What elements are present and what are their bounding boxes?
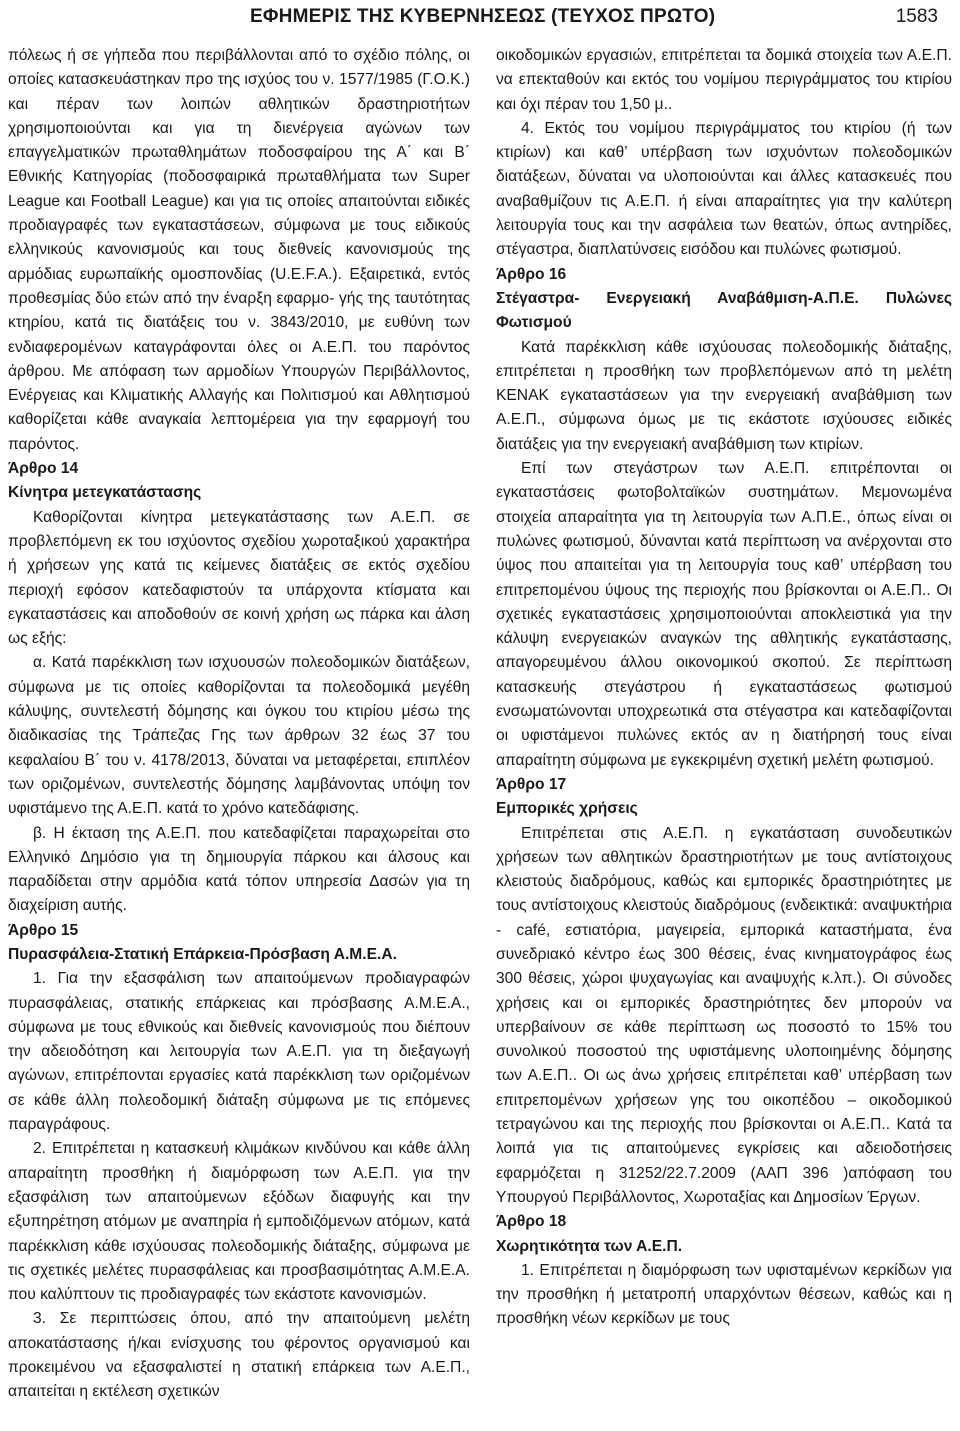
paragraph: οικοδομικών εργασιών, επιτρέπεται τα δομικά στοιχεία των Α.Ε.Π. να επεκταθούν και εκτός του νομίμου περιγράμματος του κτιρίου και όχι πέραν του 1,50 μ.. bbox=[496, 47, 952, 113]
article-17-number: Άρθρο 17 bbox=[496, 775, 567, 793]
paragraph: α. Κατά παρέκκλιση των ισχυουσών πολεοδομικών διατάξεων, σύμφωνα με τις οποίες καθορίζονται τα πολεοδομικά μεγέθη κάλυψης, συντελεστή δόμησης και όγκου του κτιρίου μέσω της διαδικασίας της Τράπεζας Γης των άρθρων 32 έως 37 του κεφαλαίου Β΄ του ν. 4178/2013, δύναται να μεταφέρεται, επιπλέον των οριζομένων, συντελεστής δόμησης λαμβάνοντας υπόψη τον υφιστάμενο της Α.Ε.Π. κατά το χρόνο κατεδάφισης. bbox=[8, 654, 470, 818]
article-18-title: Χωρητικότητα των Α.Ε.Π. bbox=[496, 1237, 683, 1255]
paragraph: Επιτρέπεται στις Α.Ε.Π. η εγκατάσταση συνοδευτικών χρήσεων των αθλητικών δραστηριοτήτων με τους αντίστοιχους κλειστούς διαδρόμους, καθώς και εμπορικές δραστηριότητες με τους αντίστοιχους κλειστούς διαδρόμους (ενδεικτικά: αναψυκτήρια - café, εστιατόρια, μαγειρεία, εμπορικά καταστήματα, ένα συνεδριακό κέντρο έως 300 θέσεις, ένας κινηματογράφος έως 300 θέσεις, χώροι ψυχαγωγίας και αναψυχής κ.λπ.). Οι σύνοδες χρήσεις και οι εμπορικές δραστηριότητες δεν μπορούν να υπερβαίνουν σε κάθε περίπτωση ως ποσοστό το 15% του συνολικού ποσοστού της υφιστάμενης υλοποιημένης δόμησης των Α.Ε.Π.. Οι ως άνω χρήσεις επιτρέπεται καθ’ υπέρβαση των επιτρεπομένων χρήσεων γης του οικοπέδου – οικοδομικού τετραγώνου και της περιοχής που βρίσκονται οι Α.Ε.Π.. Κατά τα λοιπά για τις απαιτούμενες εγκρίσεις και αδειοδοτήσεις εφαρμόζεται η 31252/22.7.2009 (ΑΑΠ 396 )απόφαση του Υπουργού Περιβάλλοντος, Χωροταξίας και Δημοσίων Έργων. bbox=[496, 824, 952, 1206]
left-column bbox=[8, 44, 470, 1405]
page-number: 1583 bbox=[895, 6, 938, 27]
paragraph: β. Η έκταση της Α.Ε.Π. που κατεδαφίζεται παραχωρείται στο Ελληνικό Δημόσιο για τη δημιουργία πάρκου και άλσους και παραδίδεται στην αρμόδια κατά τόπον υπηρεσία Δασών για τη διαχείριση αυτής. bbox=[8, 824, 470, 915]
article-18-number: Άρθρο 18 bbox=[496, 1213, 567, 1231]
paragraph: 1. Επιτρέπεται η διαμόρφωση των υφισταμένων κερκίδων για την προσθήκη ή μετατροπή υπαρχόντων θέσεων, καθώς και η προσθήκη νέων κερκίδων με τους bbox=[496, 1261, 952, 1328]
page-header bbox=[0, 0, 960, 34]
paragraph: 3. Σε περιπτώσεις όπου, από την απαιτούμενη μελέτη αποκατάστασης ή/και ενίσχυσης του φέροντος οργανισμού και προκειμένου να εξασφαλιστεί η στατική επάρκεια των Α.Ε.Π., απαιτείται η εκτέλεση σχετικών bbox=[8, 1310, 470, 1401]
paragraph: πόλεως ή σε γήπεδα που περιβάλλονται από το σχέδιο πόλης, οι οποίες κατασκευάστηκαν προ της ισχύος του ν. 1577/1985 (Γ.Ο.Κ.) και πέραν των λοιπών αθλητικών δραστηριοτήτων χρησιμοποιούνται και για τη διενέργεια αγώνων των επαγγελματικών πρωταθλημάτων ποδοσφαίρου της Α΄ και Β΄ Εθνικής Κατηγορίας (ποδοσφαιρικά πρωταθλήματα των Super League και Football League) και για τις οποίες απαιτούνται ειδικές προδιαγραφές των εγκαταστάσεων, σύμφωνα με τους ειδικούς ελληνικούς κανονισμούς και τους διεθνείς κανονισμούς της αρμόδιας ευρωπαϊκής ομοσπονδίας (U.E.F.A.). Εξαιρετικά, εντός προθεσμίας δύο ετών από την έναρξη εφαρμο- γής της ταυτότητας κτηρίου, κατά τις διατάξεις του ν. 3843/2010, με ευθύνη των ενδιαφερομένων καταγράφονται όλες οι Α.Ε.Π. του παρόντος άρθρου. Με απόφαση των αρμοδίων Υπουργών Περιβάλλοντος, Ενέργειας και Κλιματικής Αλλαγής και Πολιτισμού και Αθλητισμού καθορίζεται κάθε αναγκαία λεπτομέρεια για την εφαρμογή του παρόντος. bbox=[8, 47, 470, 453]
article-16-title: Στέγαστρα- Ενεργειακή Αναβάθμιση-Α.Π.Ε. Πυλώνες Φωτισμού bbox=[496, 289, 952, 332]
paragraph: 2. Επιτρέπεται η κατασκευή κλιμάκων κινδύνου και κάθε άλλη απαραίτητη προσθήκη ή διαμόρφωση των Α.Ε.Π. για την εξασφάλιση των απαιτούμενων εξόδων διαφυγής και την εξυπηρέτηση ατόμων με αναπηρία ή εμποδιζόμενων ατόμων, κατά παρέκκλιση κάθε ισχύουσας πολεοδομικής διάταξης, σύμφωνα με τις σχετικές μελέτες πυρασφάλειας και προσβασιμότητας Α.Μ.Ε.Α. που καλύπτουν τις προδιαγραφές των εκάστοτε κανονισμών. bbox=[8, 1140, 470, 1304]
article-14-title: Κίνητρα μετεγκατάστασης bbox=[8, 484, 202, 502]
paragraph: 4. Εκτός του νομίμου περιγράμματος του κτιρίου (ή των κτιρίων) και καθ’ υπέρβαση των ισχυόντων πολεοδομικών διατάξεων, δύναται να υλοποιούνται και άλλες κατασκευές που αναβαθμίζουν τις Α.Ε.Π. ή είναι απαραίτητες για την καλύτερη λειτουργία τους και την ασφάλεια των θεατών, όπως αντηρίδες, στέγαστρα, διαπλατύνσεις εισόδου και πυλώνες φωτισμού. bbox=[496, 119, 952, 259]
article-15-number: Άρθρο 15 bbox=[8, 921, 79, 939]
paragraph: Επί των στεγάστρων των Α.Ε.Π. επιτρέπονται οι εγκαταστάσεις φωτοβολταϊκών συστημάτων. Μεμονωμένα στοιχεία απαραίτητα για τη λειτουργία των Α.Π.Ε., όπως είναι οι πυλώνες φωτισμού, δύνανται κατά περίπτωση να ανέρχονται στο ύψος που απαιτείται για τη λειτουργία τους καθ’ υπέρβαση του επιτρεπομένου ύψους της περιοχής που βρίσκονται οι Α.Ε.Π.. Οι σχετικές εγκαταστάσεις χρησιμοποιούνται αποκλειστικά για την κάλυψη ενεργειακών αναγκών της αθλητικής εγκατάστασης, απαγορευμένου άλλου οικονομικού σκοπού. Σε περίπτωση κατασκευής στεγάστρου ή εγκαταστάσεως φωτισμού ενσωματώνονται υποχρεωτικά στα στέγαστρα και κατεδαφίζονται οι υφιστάμενοι πυλώνες εκτός αν η διατήρησή τους είναι απαραίτητη σύμφωνα με εγκεκριμένη σχετική μελέτη φωτισμού. bbox=[496, 460, 952, 769]
article-17-title: Εμπορικές χρήσεις bbox=[496, 800, 638, 818]
article-14-number: Άρθρο 14 bbox=[8, 460, 79, 478]
article-15-title: Πυρασφάλεια-Στατική Επάρκεια-Πρόσβαση Α.Μ.Ε.Α. bbox=[8, 945, 397, 963]
paragraph: Καθορίζονται κίνητρα μετεγκατάστασης των Α.Ε.Π. σε προβλεπόμενη εκ του ισχύοντος σχεδίου χωροταξικού χαρακτήρα ή χρήσεων γης κατά τις κείμενες διατάξεις σε εκτός σχεδίου περιοχή εφόσον κατεδαφιστούν τα υπάρχοντα κτίσματα και εγκαταστάσεις και αποδοθούν σε κοινή χρήση ως πάρκα και άλση ως εξής: bbox=[8, 508, 470, 648]
paragraph: 1. Για την εξασφάλιση των απαιτούμενων προδιαγραφών πυρασφάλειας, στατικής επάρκειας και πρόσβασης Α.Μ.Ε.Α., σύμφωνα με τους εθνικούς και διεθνείς κανονισμούς που διέπουν την αδειοδότηση και λειτουργία των Α.Ε.Π. για τη διεξαγωγή αγώνων, επιτρέπονται εργασίες κατά παρέκκλιση των οριζομένων σε κάθε άλλη πολεοδομική διάταξη σύμφωνα με τις επόμενες παραγράφους. bbox=[8, 970, 470, 1134]
paragraph: Κατά παρέκκλιση κάθε ισχύουσας πολεοδομικής διάταξης, επιτρέπεται η προσθήκη των προβλεπόμενων από τη μελέτη ΚΕΝΑΚ εγκαταστάσεων για την ενεργειακή αναβάθμιση των Α.Ε.Π., σύμφωνα όμως με τις εκάστοτε ισχύουσες ειδικές διατάξεις για την ενεργειακή αναβάθμιση των κτιρίων. bbox=[496, 338, 952, 453]
article-16-number: Άρθρο 16 bbox=[496, 265, 567, 283]
gazette-title: ΕΦΗΜΕΡΙΣ ΤΗΣ ΚΥΒΕΡΝΗΣΕΩΣ (ΤΕΥΧΟΣ ΠΡΩΤΟ) bbox=[250, 6, 716, 27]
right-column bbox=[496, 44, 952, 1332]
